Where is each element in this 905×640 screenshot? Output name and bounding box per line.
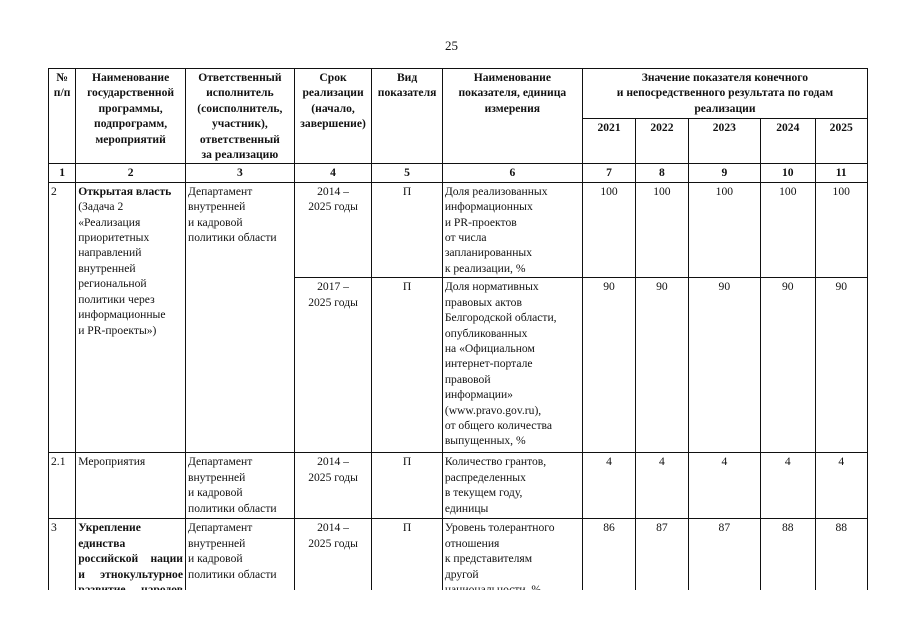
- value-cell: 4: [815, 453, 868, 519]
- program-name-cell: Мероприятия: [76, 453, 186, 519]
- term-cell: 2014 – 2025 годы: [294, 182, 372, 277]
- term-cell: 2014 – 2025 годы: [294, 519, 372, 609]
- value-cell: 90: [761, 278, 815, 453]
- value-cell: 90: [582, 278, 635, 453]
- header-no: № п/п: [49, 69, 76, 164]
- header-year: 2021: [582, 119, 635, 164]
- value-cell: 4: [761, 453, 815, 519]
- column-number: 9: [688, 164, 761, 182]
- column-number: 7: [582, 164, 635, 182]
- column-number: 5: [372, 164, 443, 182]
- header-indicator-name: Наименование показателя, единица измерения: [442, 69, 582, 164]
- term-cell: 2017 – 2025 годы: [294, 278, 372, 453]
- term-cell: 2014 – 2025 годы: [294, 453, 372, 519]
- column-number: 10: [761, 164, 815, 182]
- value-cell: 90: [636, 278, 688, 453]
- header-responsible: Ответственный исполнитель (соисполнитель, участник), ответственный за реализацию: [185, 69, 294, 164]
- column-number: 1: [49, 164, 76, 182]
- value-cell: 88: [761, 519, 815, 609]
- page-bottom-margin: [48, 590, 868, 640]
- header-indicator-type: Вид показателя: [372, 69, 443, 164]
- indicator-type-cell: П: [372, 519, 443, 609]
- column-numbers-row: [49, 164, 868, 182]
- indicator-name-cell: Количество грантов, распределенных в текущем году, единицы: [442, 453, 582, 519]
- column-number: 4: [294, 164, 372, 182]
- header-term: Срок реализации (начало, завершение): [294, 69, 372, 164]
- value-cell: 88: [815, 519, 868, 609]
- value-cell: 100: [582, 182, 635, 277]
- header-values: Значение показателя конечного и непосредственного результата по годам реализации: [582, 69, 867, 119]
- indicator-type-cell: П: [372, 182, 443, 277]
- value-cell: 90: [688, 278, 761, 453]
- table-row: [49, 182, 868, 277]
- column-number: 6: [442, 164, 582, 182]
- value-cell: 4: [688, 453, 761, 519]
- indicator-type-cell: П: [372, 278, 443, 453]
- program-name-detail: (Задача 2 «Реализация приоритетных направлений внутренней региональной политики через информационные и PR-проекты»): [78, 200, 166, 337]
- program-name-line: российской нации: [78, 552, 183, 566]
- value-cell: 86: [582, 519, 635, 609]
- indicators-table: [48, 68, 868, 609]
- indicator-type-cell: П: [372, 453, 443, 519]
- header-year: 2023: [688, 119, 761, 164]
- value-cell: 100: [815, 182, 868, 277]
- indicator-name-cell: Уровень толерантного отношения к представителям другой: [442, 519, 582, 609]
- column-number: 3: [185, 164, 294, 182]
- header-year: 2022: [636, 119, 688, 164]
- column-number: 2: [76, 164, 186, 182]
- header-year: 2024: [761, 119, 815, 164]
- value-cell: 4: [636, 453, 688, 519]
- value-cell: 100: [688, 182, 761, 277]
- row-number: 2.1: [49, 453, 76, 519]
- program-name-cell: [76, 182, 186, 452]
- program-name-line: и этнокультурное: [78, 567, 183, 581]
- row-number: 3: [49, 519, 76, 609]
- header-year: 2025: [815, 119, 868, 164]
- table-header-row: [49, 69, 868, 119]
- program-name-line: Укрепление: [78, 521, 141, 535]
- indicator-name-cell: Доля реализованных информационных и PR-проектов от числа запланированных к реализации, %: [442, 182, 582, 277]
- header-program-name: Наименование государственной программы, подпрограмм, мероприятий: [76, 69, 186, 164]
- indicator-name-cell: Доля нормативных правовых актов Белгородской области, опубликованных на «Официальном интернет-портале правовой информации» (www.pravo.gov.ru), от общего количества выпущенных, %: [442, 278, 582, 453]
- responsible-cell: Департамент внутренней и кадровой политики области: [185, 453, 294, 519]
- value-cell: 90: [815, 278, 868, 453]
- value-cell: 87: [636, 519, 688, 609]
- program-name-bold: Открытая власть: [78, 184, 172, 198]
- program-name-line: единства: [78, 536, 126, 550]
- value-cell: 4: [582, 453, 635, 519]
- value-cell: 100: [636, 182, 688, 277]
- column-number: 8: [636, 164, 688, 182]
- value-cell: 100: [761, 182, 815, 277]
- responsible-cell: Департамент внутренней и кадровой политики области: [185, 519, 294, 609]
- column-number: 11: [815, 164, 868, 182]
- value-cell: 87: [688, 519, 761, 609]
- page-number: 25: [445, 38, 458, 53]
- row-number: 2: [49, 182, 76, 452]
- table-row: [49, 453, 868, 519]
- responsible-cell: Департамент внутренней и кадровой политики области: [185, 182, 294, 452]
